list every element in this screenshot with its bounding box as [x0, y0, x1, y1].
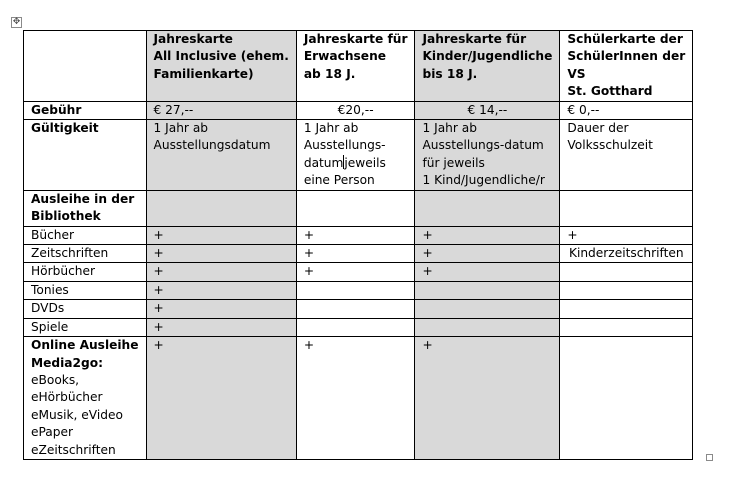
- header-line: Jahreskarte: [153, 32, 233, 46]
- media-row-audiobooks: [24, 263, 693, 281]
- header-line: ab 18 J.: [303, 66, 356, 81]
- validity-row: [24, 120, 693, 191]
- validity-adult[interactable]: [296, 120, 415, 191]
- online-row: [24, 337, 693, 460]
- header-line: VS: [567, 66, 586, 81]
- media-youth[interactable]: [415, 281, 560, 299]
- online-line: Online Ausleihe: [31, 338, 139, 353]
- media-row-dvds: [24, 300, 693, 318]
- validity-all-inclusive[interactable]: [146, 120, 296, 191]
- validity-line: Ausstellungs-: [303, 138, 386, 153]
- media-adult[interactable]: [296, 300, 415, 318]
- media-pupil[interactable]: Kinderzeitschriften: [560, 245, 693, 263]
- header-line: Kinder/Jugendliche: [422, 49, 553, 64]
- media-pupil[interactable]: +: [560, 226, 693, 244]
- media-row-tonies: [24, 281, 693, 299]
- media-all-inclusive[interactable]: +: [146, 300, 296, 318]
- online-youth[interactable]: +: [415, 337, 560, 460]
- online-all-inclusive[interactable]: +: [146, 337, 296, 460]
- validity-line: 1 Jahr ab: [422, 121, 477, 136]
- media-row-games: [24, 318, 693, 336]
- media-youth[interactable]: [415, 318, 560, 336]
- table-resize-handle-icon[interactable]: [706, 454, 713, 461]
- table-move-handle-icon[interactable]: ✥: [12, 17, 21, 27]
- media-youth[interactable]: +: [415, 226, 560, 244]
- fee-youth[interactable]: € 14,--: [415, 101, 560, 119]
- header-all-inclusive[interactable]: [146, 31, 296, 102]
- media-all-inclusive[interactable]: +: [146, 281, 296, 299]
- online-adult[interactable]: +: [296, 337, 415, 460]
- media-row-magazines: [24, 245, 693, 263]
- header-pupil[interactable]: [560, 31, 693, 102]
- lending-line: Ausleihe in der: [31, 191, 135, 206]
- header-youth[interactable]: [415, 31, 560, 102]
- validity-line: 1 Jahr ab: [153, 121, 209, 136]
- header-line: Jahreskarte für: [303, 32, 408, 46]
- validity-line: 1 Jahr ab: [303, 121, 359, 136]
- media-label[interactable]: Zeitschriften: [24, 245, 147, 263]
- lending-all-inclusive[interactable]: [146, 190, 296, 226]
- media-pupil[interactable]: [560, 263, 693, 281]
- media-pupil[interactable]: [560, 281, 693, 299]
- validity-line: Ausstellungsdatum: [153, 138, 271, 153]
- lending-adult[interactable]: [296, 190, 415, 226]
- validity-line: für jeweils: [422, 155, 485, 170]
- lending-pupil[interactable]: [560, 190, 693, 226]
- validity-youth[interactable]: [415, 120, 560, 191]
- library-card-table: [23, 30, 693, 460]
- header-empty-cell[interactable]: [24, 31, 147, 102]
- header-line: Erwachsene: [303, 49, 387, 64]
- media-all-inclusive[interactable]: +: [146, 318, 296, 336]
- fee-adult[interactable]: €20,--: [296, 101, 415, 119]
- online-line: eBooks,: [31, 372, 80, 387]
- media-adult[interactable]: +: [296, 245, 415, 263]
- fee-all-inclusive[interactable]: € 27,--: [146, 101, 296, 119]
- validity-line: Ausstellungs-datum: [422, 138, 544, 153]
- header-line: St. Gotthard: [567, 84, 653, 99]
- fee-row: [24, 101, 693, 119]
- media-adult[interactable]: [296, 281, 415, 299]
- header-line: Schülerkarte der: [567, 32, 683, 46]
- media-all-inclusive[interactable]: +: [146, 245, 296, 263]
- header-adult[interactable]: [296, 31, 415, 102]
- media-youth[interactable]: +: [415, 263, 560, 281]
- media-label[interactable]: Spiele: [24, 318, 147, 336]
- media-label[interactable]: Hörbücher: [24, 263, 147, 281]
- media-adult[interactable]: +: [296, 226, 415, 244]
- header-row: [24, 31, 693, 102]
- media-label[interactable]: Bücher: [24, 226, 147, 244]
- media-all-inclusive[interactable]: +: [146, 263, 296, 281]
- header-line: All Inclusive (ehem.: [153, 49, 289, 64]
- lending-line: Bibliothek: [31, 209, 101, 224]
- validity-pupil[interactable]: [560, 120, 693, 191]
- lending-youth[interactable]: [415, 190, 560, 226]
- online-line: eZeitschriften: [31, 442, 116, 457]
- fee-label[interactable]: Gebühr: [24, 101, 147, 119]
- header-line: SchülerInnen der: [567, 49, 686, 64]
- media-pupil[interactable]: [560, 318, 693, 336]
- validity-label[interactable]: Gültigkeit: [24, 120, 147, 191]
- online-line: eMusik, eVideo: [31, 407, 123, 422]
- validity-line: datum: [303, 155, 344, 170]
- media-youth[interactable]: +: [415, 245, 560, 263]
- media-youth[interactable]: [415, 300, 560, 318]
- media-label[interactable]: Tonies: [24, 281, 147, 299]
- media-adult[interactable]: +: [296, 263, 415, 281]
- fee-pupil[interactable]: € 0,--: [560, 101, 693, 119]
- online-label[interactable]: [24, 337, 147, 460]
- validity-line: eine Person: [303, 173, 375, 188]
- header-line: Jahreskarte für: [422, 32, 527, 46]
- validity-line: Dauer der: [567, 121, 629, 136]
- media-all-inclusive[interactable]: +: [146, 226, 296, 244]
- header-line: Familienkarte): [153, 66, 254, 81]
- validity-line: 1 Kind/Jugendliche/r: [422, 173, 545, 188]
- media-label[interactable]: DVDs: [24, 300, 147, 318]
- online-line: ePaper: [31, 425, 74, 440]
- media-pupil[interactable]: [560, 300, 693, 318]
- media-row-books: [24, 226, 693, 244]
- online-line: Media2go:: [31, 355, 103, 370]
- header-line: bis 18 J.: [422, 66, 478, 81]
- lending-row: [24, 190, 693, 226]
- media-adult[interactable]: [296, 318, 415, 336]
- online-pupil[interactable]: [560, 337, 693, 460]
- online-line: eHörbücher: [31, 390, 103, 405]
- validity-line: jeweils: [344, 155, 386, 170]
- validity-line: Volksschulzeit: [567, 138, 653, 153]
- lending-label[interactable]: [24, 190, 147, 226]
